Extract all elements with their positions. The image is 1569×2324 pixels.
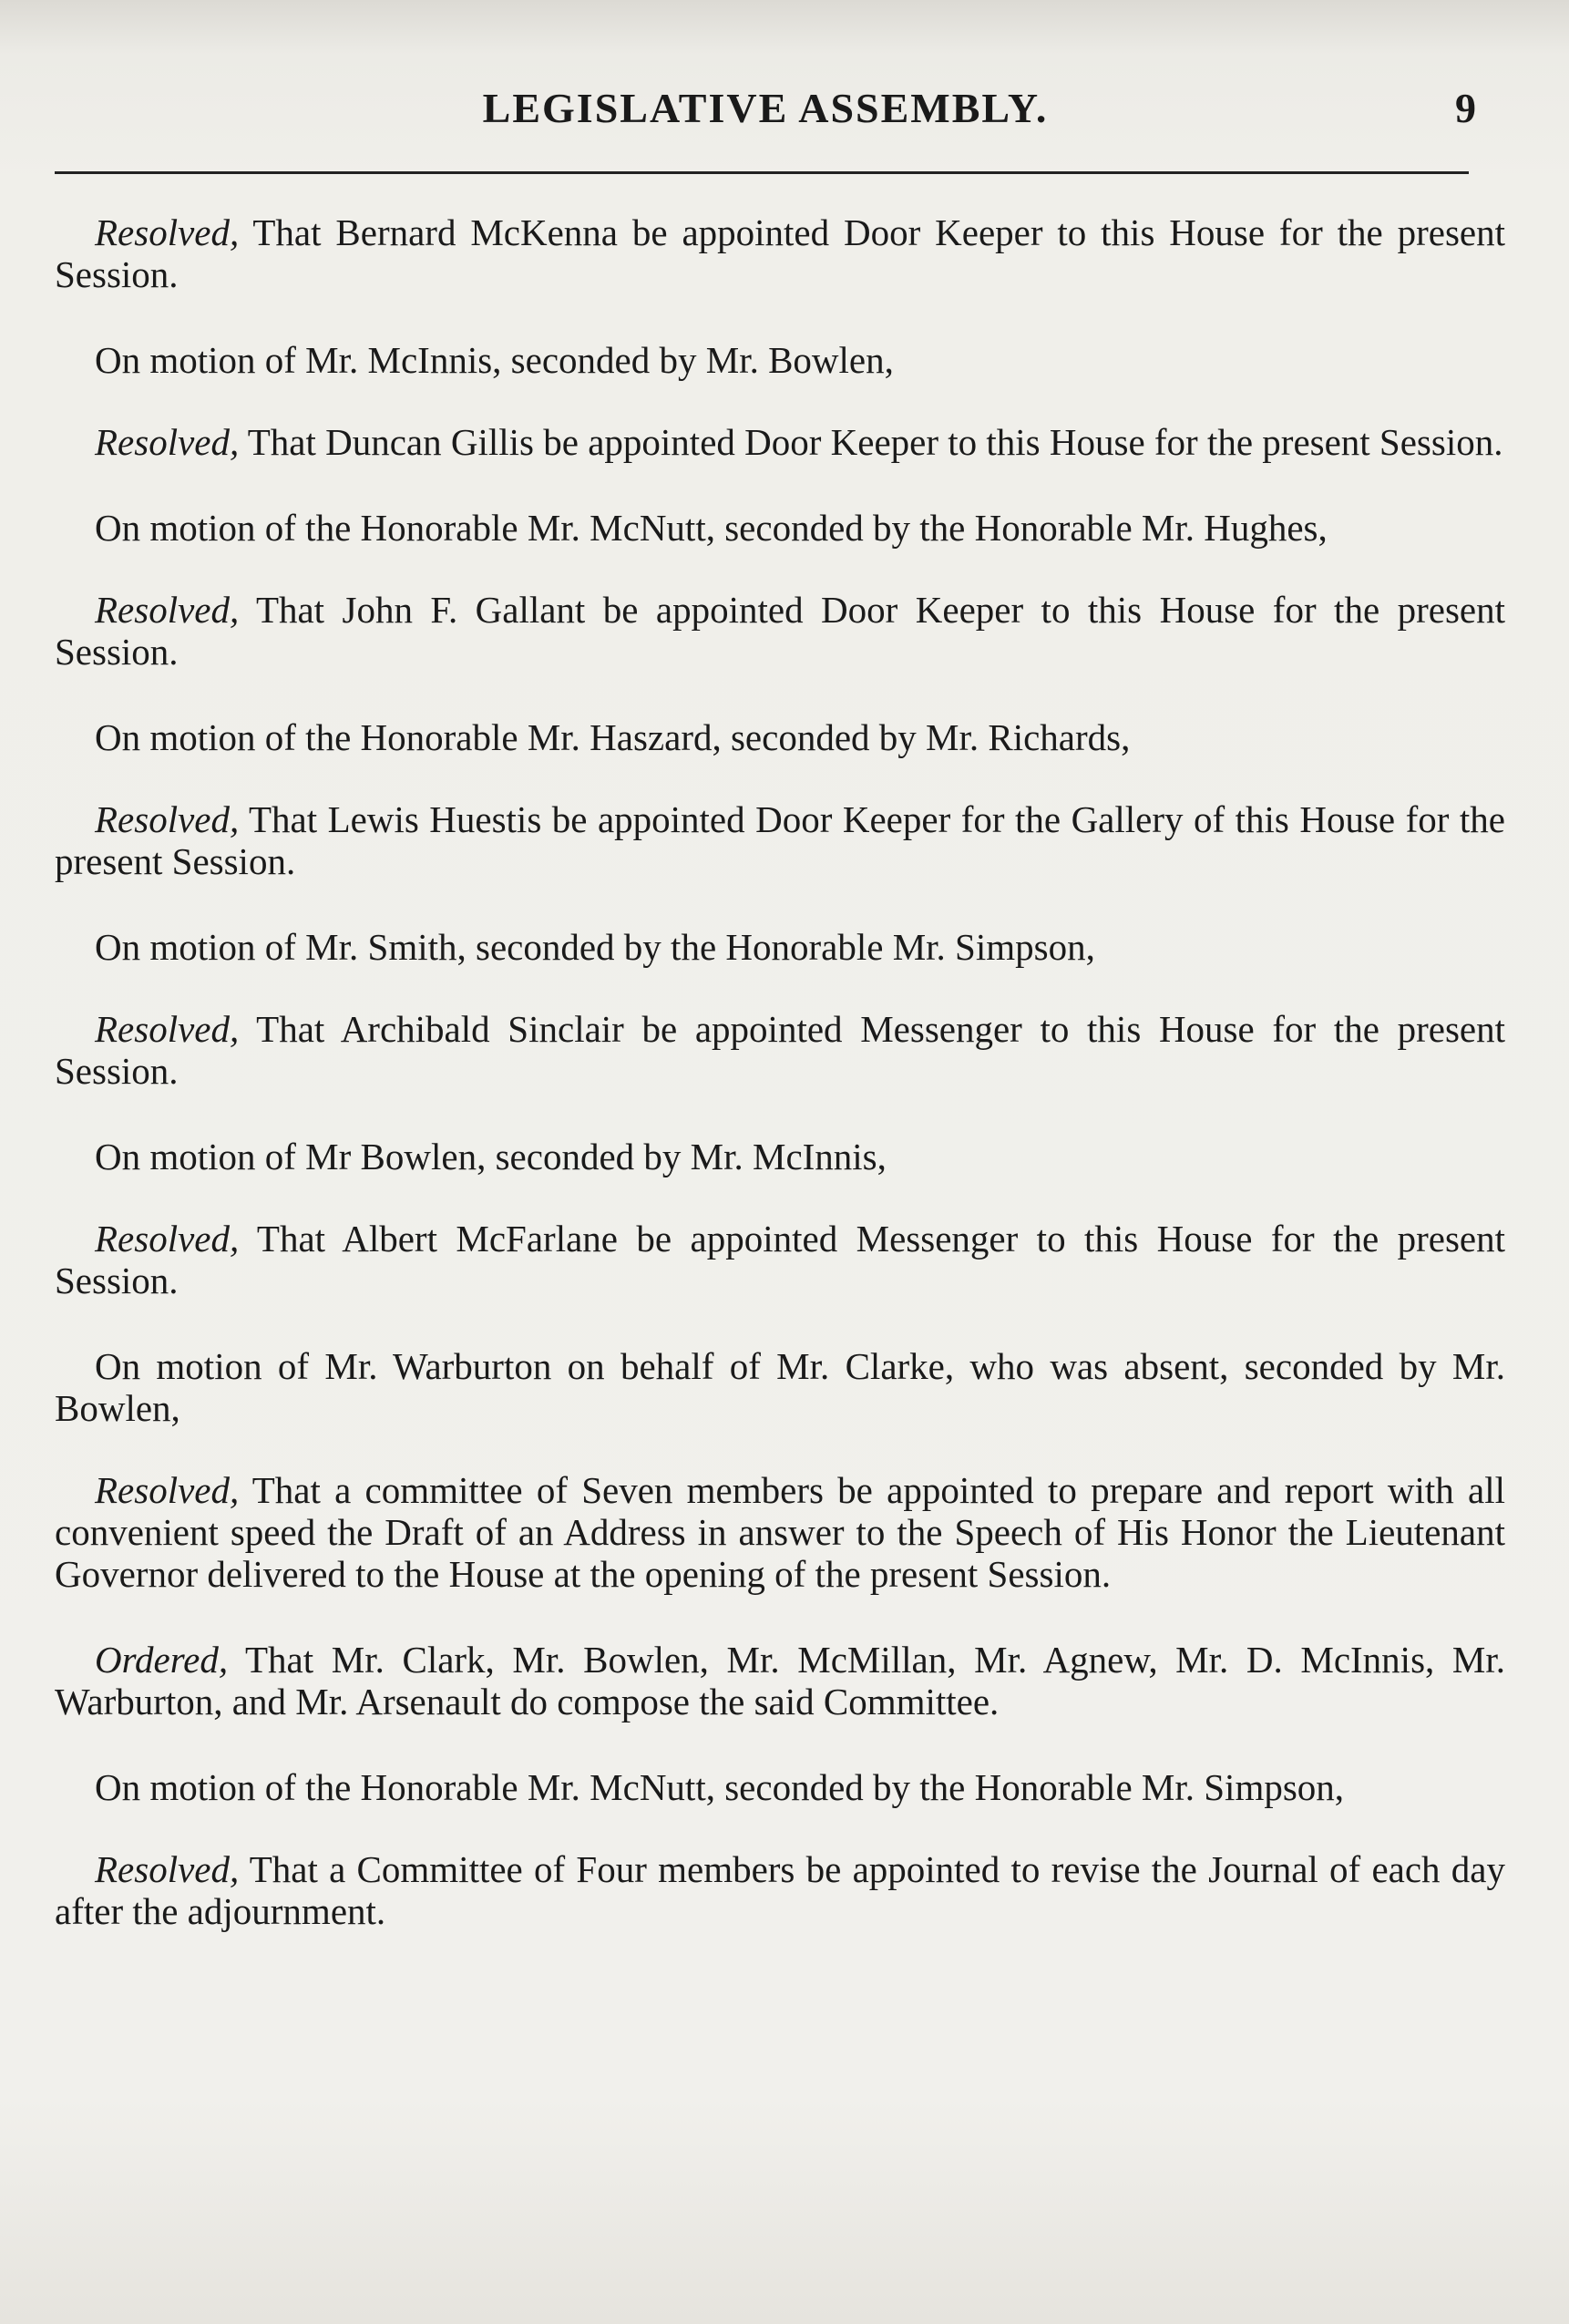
paragraph-lead: Resolved, <box>95 211 240 253</box>
paragraph-text: That Archibald Sinclair be appointed Messenger to this House for the present Session. <box>55 1008 1505 1092</box>
paragraph-text: On motion of the Honorable Mr. Haszard, seconded by Mr. Richards, <box>95 716 1131 758</box>
paragraph-text: That Albert McFarlane be appointed Messenger to this House for the present Session. <box>55 1218 1505 1301</box>
paragraph-lead: Resolved, <box>95 421 240 463</box>
paragraph-lead: Resolved, <box>95 798 240 840</box>
paragraph-motion <box>55 1766 1505 1808</box>
page-header <box>55 84 1476 142</box>
paragraph-resolution <box>55 798 1505 882</box>
paragraph-lead: Resolved, <box>95 1008 240 1050</box>
paragraph-lead: Resolved, <box>95 1848 240 1890</box>
paragraph-motion <box>55 1345 1505 1429</box>
paragraph-text: That a committee of Seven members be appointed to prepare and report with all convenient speed the Draft of an Address in answer to the Speech of His Honor the Lieutenant Governor delivered to the House at the opening of the present Session. <box>55 1469 1505 1595</box>
paragraph-order <box>55 1639 1505 1722</box>
paragraph-text: On motion of the Honorable Mr. McNutt, seconded by the Honorable Mr. Simpson, <box>95 1766 1345 1808</box>
running-title: LEGISLATIVE ASSEMBLY. <box>482 85 1049 131</box>
paragraph-motion <box>55 507 1505 549</box>
paragraph-text: That Mr. Clark, Mr. Bowlen, Mr. McMillan, Mr. Agnew, Mr. D. McInnis, Mr. Warburton, and Mr. Arsenault do compose the said Committee. <box>55 1639 1505 1722</box>
paragraph-resolution <box>55 1848 1505 1932</box>
paragraph-text: That Duncan Gillis be appointed Door Keeper to this House for the present Session. <box>239 421 1503 463</box>
paragraph-text: On motion of Mr. McInnis, seconded by Mr. Bowlen, <box>95 339 894 381</box>
paragraph-resolution <box>55 421 1505 463</box>
header-rule <box>55 171 1469 174</box>
page-number: 9 <box>1455 85 1476 131</box>
paragraph-motion <box>55 716 1505 758</box>
paragraph-resolution <box>55 1469 1505 1595</box>
paragraph-motion <box>55 339 1505 381</box>
paragraph-lead: Ordered, <box>95 1639 229 1681</box>
paragraph-lead: Resolved, <box>95 1218 240 1260</box>
paragraph-lead: Resolved, <box>95 589 240 631</box>
paragraph-text: That a Committee of Four members be appointed to revise the Journal of each day after the adjournment. <box>55 1848 1505 1932</box>
paragraph-text: On motion of Mr. Warburton on behalf of Mr. Clarke, who was absent, seconded by Mr. Bowlen, <box>55 1345 1505 1429</box>
paragraph-resolution <box>55 589 1505 673</box>
paragraph-text: That John F. Gallant be appointed Door Keeper to this House for the present Session. <box>55 589 1505 673</box>
paragraph-motion <box>55 1136 1505 1177</box>
paragraph-text: On motion of the Honorable Mr. McNutt, seconded by the Honorable Mr. Hughes, <box>95 507 1328 549</box>
paragraph-text: On motion of Mr. Smith, seconded by the Honorable Mr. Simpson, <box>95 926 1095 968</box>
paragraph-resolution <box>55 1218 1505 1301</box>
paragraph-lead: Resolved, <box>95 1469 240 1511</box>
paragraph-text: That Lewis Huestis be appointed Door Keeper for the Gallery of this House for the present Session. <box>55 798 1505 882</box>
journal-body <box>55 211 1505 1976</box>
paragraph-motion <box>55 926 1505 968</box>
paragraph-resolution <box>55 211 1505 295</box>
paragraph-resolution <box>55 1008 1505 1092</box>
paragraph-text: That Bernard McKenna be appointed Door Keeper to this House for the present Session. <box>55 211 1505 295</box>
paragraph-text: On motion of Mr Bowlen, seconded by Mr. McInnis, <box>95 1136 887 1177</box>
